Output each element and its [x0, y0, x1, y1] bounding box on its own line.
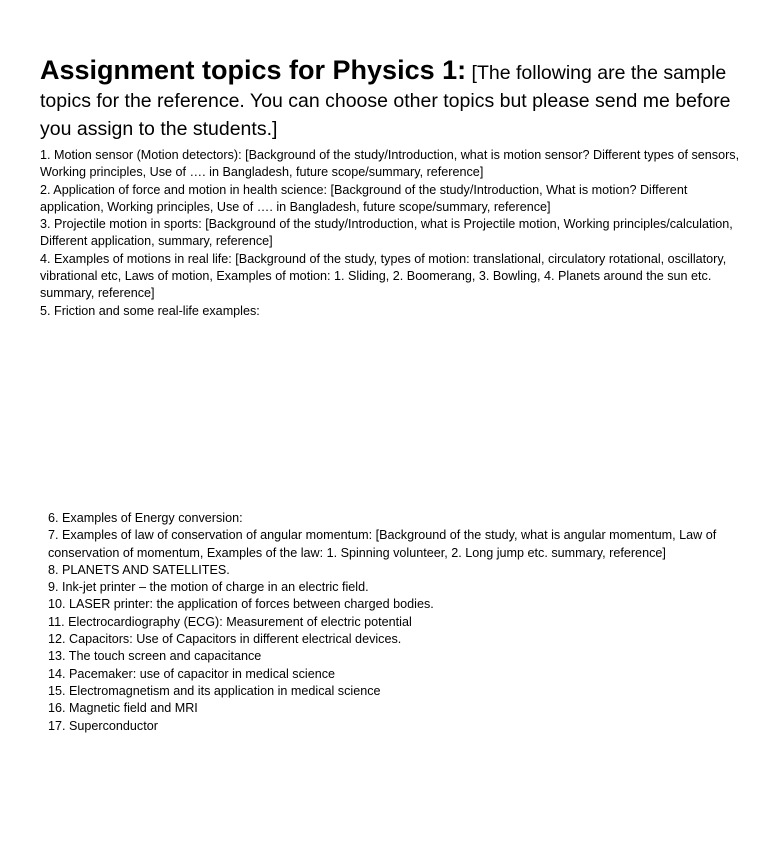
topic-item: 4. Examples of motions in real life: [Background of the study, types of motion: translational, circulatory rotational, oscillatory, vibrational etc, Laws of motion, Examples of motion: 1. Sliding, 2. Boomerang, 3. Bowling, 4. Planets around the sun etc. summary, reference] — [40, 251, 727, 301]
topic-item: 9. Ink-jet printer – the motion of charge in an electric field. — [48, 580, 369, 595]
heading-title: Assignment topics for Physics 1: — [40, 55, 467, 85]
topic-item: 11. Electrocardiography (ECG): Measurement of electric potential — [48, 614, 412, 629]
topic-item: 16. Magnetic field and MRI — [48, 701, 198, 716]
topic-item: 6. Examples of Energy conversion: — [48, 511, 243, 525]
topic-item: 12. Capacitors: Use of Capacitors in different electrical devices. — [48, 632, 402, 647]
topic-item: 14. Pacemaker: use of capacitor in medical science — [48, 666, 335, 681]
heading-note: [The following are the sample topics for the reference. You can choose other topics but please send me before you assign to the students.] — [40, 62, 731, 140]
topic-item: 17. Superconductor — [48, 718, 158, 733]
topic-item: 2. Application of force and motion in health science: [Background of the study/Introduction, What is motion? Different application, Working principles, Use of …. in Bangladesh, future scope/summary, reference] — [40, 182, 688, 214]
topic-item: 15. Electromagnetism and its application in medical science — [48, 683, 381, 698]
assignment-heading — [40, 56, 740, 143]
topic-list-part-one — [40, 147, 740, 320]
topic-item: 5. Friction and some real-life examples: — [40, 303, 260, 318]
topic-item: 8. PLANETS AND SATELLITES. — [48, 562, 230, 577]
topic-item: 10. LASER printer: the application of forces between charged bodies. — [48, 597, 434, 612]
topic-item: 3. Projectile motion in sports: [Background of the study/Introduction, what is Projectile motion, Working principles/calculation, Different application, summary, reference] — [40, 217, 733, 249]
topic-item: 13. The touch screen and capacitance — [48, 649, 262, 664]
topic-item: 7. Examples of law of conservation of angular momentum: [Background of the study, what is angular momentum, Law of conservation of momentum, Examples of the law: 1. Spinning volunteer, 2. Long jump etc. summary, reference] — [48, 528, 717, 560]
topic-list-part-two — [48, 510, 728, 735]
topic-item: 1. Motion sensor (Motion detectors): [Background of the study/Introduction, what is motion sensor? Different types of sensors, Working principles, Use of …. in Bangladesh, future scope/summary, reference] — [40, 148, 740, 180]
